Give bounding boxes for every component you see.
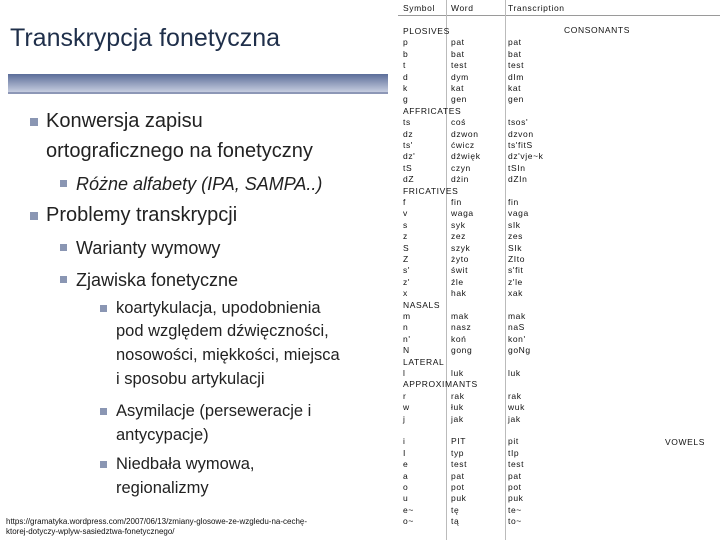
table-cell-transcription: rak [508, 390, 522, 401]
table-cell-transcription: s'fit [508, 265, 524, 276]
table-cell-symbol: k [403, 83, 408, 93]
table-section-label: APPROXIMANTS [403, 379, 478, 390]
table-cell-transcription: pat [508, 37, 522, 48]
table-cell-word: typ [451, 447, 465, 458]
header-symbol: Symbol [403, 3, 435, 13]
bullet-coarticulation: koartykulacja, upodobnienia [116, 299, 321, 317]
bullet-assimilation-cont: antycypacje) [116, 426, 209, 444]
table-cell-symbol: r [403, 390, 407, 401]
table-cell-symbol: z [403, 231, 408, 242]
bullet-coarticulation-cont3: i sposobu artykulacji [116, 370, 265, 388]
table-cell-transcription: kat [508, 83, 522, 93]
table-section-label: AFFRICATES [403, 105, 462, 116]
table-cell-transcription: jak [508, 413, 521, 424]
table-cell-symbol: o [403, 482, 409, 492]
header-transcription: Transcription [508, 3, 565, 13]
table-cell-symbol: w [403, 402, 410, 413]
bullet-conversion-cont: ortograficznego na fonetyczny [46, 140, 313, 162]
bullet-variants: Warianty wymowy [76, 238, 221, 258]
table-cell-symbol: dZ [403, 174, 415, 185]
table-cell-transcription: zes [508, 231, 524, 242]
bullet-conversion: Konwersja zapisu [46, 110, 203, 132]
footnote-line: ktorej-dotyczy-wplyw-sasiedztwa-fonetycznego/ [6, 527, 175, 536]
table-cell-transcription: pot [508, 482, 522, 492]
table-cell-word: luk [451, 368, 464, 378]
table-cell-word: tę [451, 504, 460, 515]
table-cell-transcription: vaga [508, 208, 529, 219]
table-cell-symbol: x [403, 288, 408, 299]
table-cell-word: szyk [451, 242, 471, 253]
table-cell-word: dżin [451, 174, 469, 185]
table-cell-transcription: tSIn [508, 162, 526, 173]
table-cell-word: PIT [451, 436, 467, 447]
table-cell-transcription: bat [508, 48, 522, 59]
consonants-label: CONSONANTS [564, 25, 630, 35]
table-cell-word: gong [451, 345, 473, 356]
table-cell-word: syk [451, 219, 466, 230]
table-cell-symbol: u [403, 493, 409, 504]
table-cell-word: pot [451, 482, 465, 492]
table-cell-word: rak [451, 390, 465, 401]
table-cell-symbol: s [403, 219, 408, 230]
table-cell-word: pat [451, 37, 465, 48]
table-cell-word: dzwon [451, 128, 479, 139]
table-cell-transcription: kon' [508, 333, 526, 344]
table-cell-transcription: dIm [508, 71, 524, 82]
table-cell-word: żyto [451, 254, 469, 264]
table-cell-word: hak [451, 288, 467, 299]
bullet-sloppy: Niedbała wymowa, [116, 455, 255, 473]
table-cell-transcription: dZIn [508, 174, 528, 185]
table-cell-symbol: ts' [403, 140, 414, 150]
bullet-square-icon [30, 212, 38, 220]
table-cell-transcription: dzvon [508, 128, 534, 139]
table-cell-transcription: pit [508, 436, 519, 447]
table-cell-transcription: dz'vje~k [508, 151, 544, 162]
table-cell-symbol: g [403, 94, 409, 105]
vowels-label: VOWELS [665, 437, 705, 447]
table-cell-transcription: sIk [508, 219, 521, 230]
table-cell-symbol: f [403, 197, 406, 207]
table-cell-transcription: gen [508, 94, 524, 105]
table-cell-symbol: p [403, 37, 409, 48]
table-cell-symbol: l [403, 368, 406, 378]
table-cell-symbol: i [403, 436, 406, 447]
table-cell-transcription: goNg [508, 345, 531, 356]
table-cell-transcription: xak [508, 288, 524, 299]
bullet-square-icon [60, 276, 67, 283]
phoneme-table [400, 0, 720, 540]
table-cell-word: nasz [451, 322, 472, 333]
table-cell-word: test [451, 60, 468, 71]
bullet-phenomena: Zjawiska fonetyczne [76, 270, 239, 290]
table-cell-word: jak [451, 413, 464, 424]
table-cell-symbol: n [403, 322, 409, 333]
table-cell-transcription: tsos' [508, 117, 529, 128]
title-underline [8, 74, 388, 94]
table-cell-symbol: Z [403, 254, 409, 264]
table-cell-symbol: m [403, 311, 411, 321]
table-cell-symbol: n' [403, 333, 411, 344]
table-cell-symbol: ts [403, 117, 411, 128]
table-cell-word: koń [451, 333, 467, 344]
table-cell-transcription: luk [508, 368, 521, 378]
table-cell-word: dym [451, 71, 469, 82]
table-cell-transcription: ts'fitS [508, 140, 533, 150]
table-cell-word: tą [451, 516, 460, 527]
table-cell-symbol: N [403, 345, 410, 356]
table-cell-word: dźwięk [451, 151, 481, 162]
table-cell-transcription: to~ [508, 516, 522, 527]
footnote-link[interactable] [6, 517, 307, 537]
table-cell-word: gen [451, 94, 467, 105]
table-cell-transcription: SIk [508, 242, 523, 253]
bullet-sloppy-cont: regionalizmy [116, 479, 209, 497]
table-cell-word: mak [451, 311, 469, 321]
table-cell-symbol: I [403, 447, 406, 458]
table-cell-symbol: dz' [403, 151, 416, 162]
bullet-alphabets: Różne alfabety (IPA, SAMPA..) [76, 174, 323, 194]
table-section-label: NASALS [403, 299, 441, 310]
table-section-label: PLOSIVES [403, 26, 450, 36]
table-cell-word: test [451, 459, 468, 470]
bullet-coarticulation-cont1: pod względem dźwięczności, [116, 322, 329, 340]
table-cell-transcription: pat [508, 470, 522, 481]
header-word: Word [451, 3, 474, 13]
bullet-coarticulation-cont2: nosowości, miękkości, miejsca [116, 346, 340, 364]
table-cell-word: puk [451, 493, 467, 504]
table-cell-transcription: test [508, 60, 525, 71]
table-cell-word: bat [451, 48, 465, 59]
table-cell-transcription: wuk [508, 402, 525, 413]
table-cell-word: fin [451, 197, 462, 207]
table-cell-word: czyn [451, 162, 471, 173]
table-cell-symbol: s' [403, 265, 411, 276]
table-cell-symbol: e~ [403, 504, 414, 515]
table-cell-symbol: e [403, 459, 409, 470]
table-cell-transcription: tIp [508, 447, 520, 458]
bullet-square-icon [100, 408, 107, 415]
table-cell-transcription: mak [508, 311, 526, 321]
bullet-square-icon [60, 180, 67, 187]
table-cell-transcription: ZIto [508, 254, 526, 264]
bullet-square-icon [100, 305, 107, 312]
table-cell-symbol: z' [403, 276, 411, 287]
table-cell-word: pat [451, 470, 465, 481]
table-cell-word: wagа [451, 208, 474, 219]
table-cell-transcription: puk [508, 493, 524, 504]
table-cell-symbol: b [403, 48, 409, 59]
table-cell-word: kat [451, 83, 465, 93]
table-cell-transcription: naS [508, 322, 525, 333]
table-cell-transcription: test [508, 459, 525, 470]
table-cell-symbol: a [403, 470, 409, 481]
table-section-label: FRICATIVES [403, 185, 459, 196]
table-cell-word: świt [451, 265, 469, 276]
table-cell-word: źle [451, 276, 464, 287]
table-cell-word: ćwicz [451, 140, 475, 150]
table-cell-transcription: fin [508, 197, 519, 207]
bullet-square-icon [60, 244, 67, 251]
table-cell-symbol: j [403, 413, 406, 424]
table-section-label: LATERAL [403, 356, 445, 367]
slide-title: Transkrypcja fonetyczna [10, 24, 281, 52]
footnote-line: https://gramatyka.wordpress.com/2007/06/13/zmiany-glosowe-ze-wzgledu-na-cechę- [6, 517, 308, 526]
table-cell-transcription: te~ [508, 504, 522, 515]
table-cell-word: coś [451, 117, 467, 128]
table-cell-symbol: S [403, 242, 410, 253]
table-cell-symbol: dz [403, 128, 414, 139]
bullet-assimilation: Asymilacje (perseweracje i [116, 402, 312, 420]
table-cell-symbol: v [403, 208, 408, 219]
bullet-square-icon [30, 118, 38, 126]
table-cell-symbol: d [403, 71, 409, 82]
bullet-square-icon [100, 461, 107, 468]
table-cell-symbol: tS [403, 162, 413, 173]
table-cell-word: łuk [451, 402, 464, 413]
table-cell-word: zez [451, 231, 467, 242]
table-cell-transcription: z'le [508, 276, 523, 287]
table-cell-symbol: o~ [403, 516, 414, 527]
table-cell-symbol: t [403, 60, 406, 71]
bullet-problems: Problemy transkrypcji [46, 204, 238, 226]
